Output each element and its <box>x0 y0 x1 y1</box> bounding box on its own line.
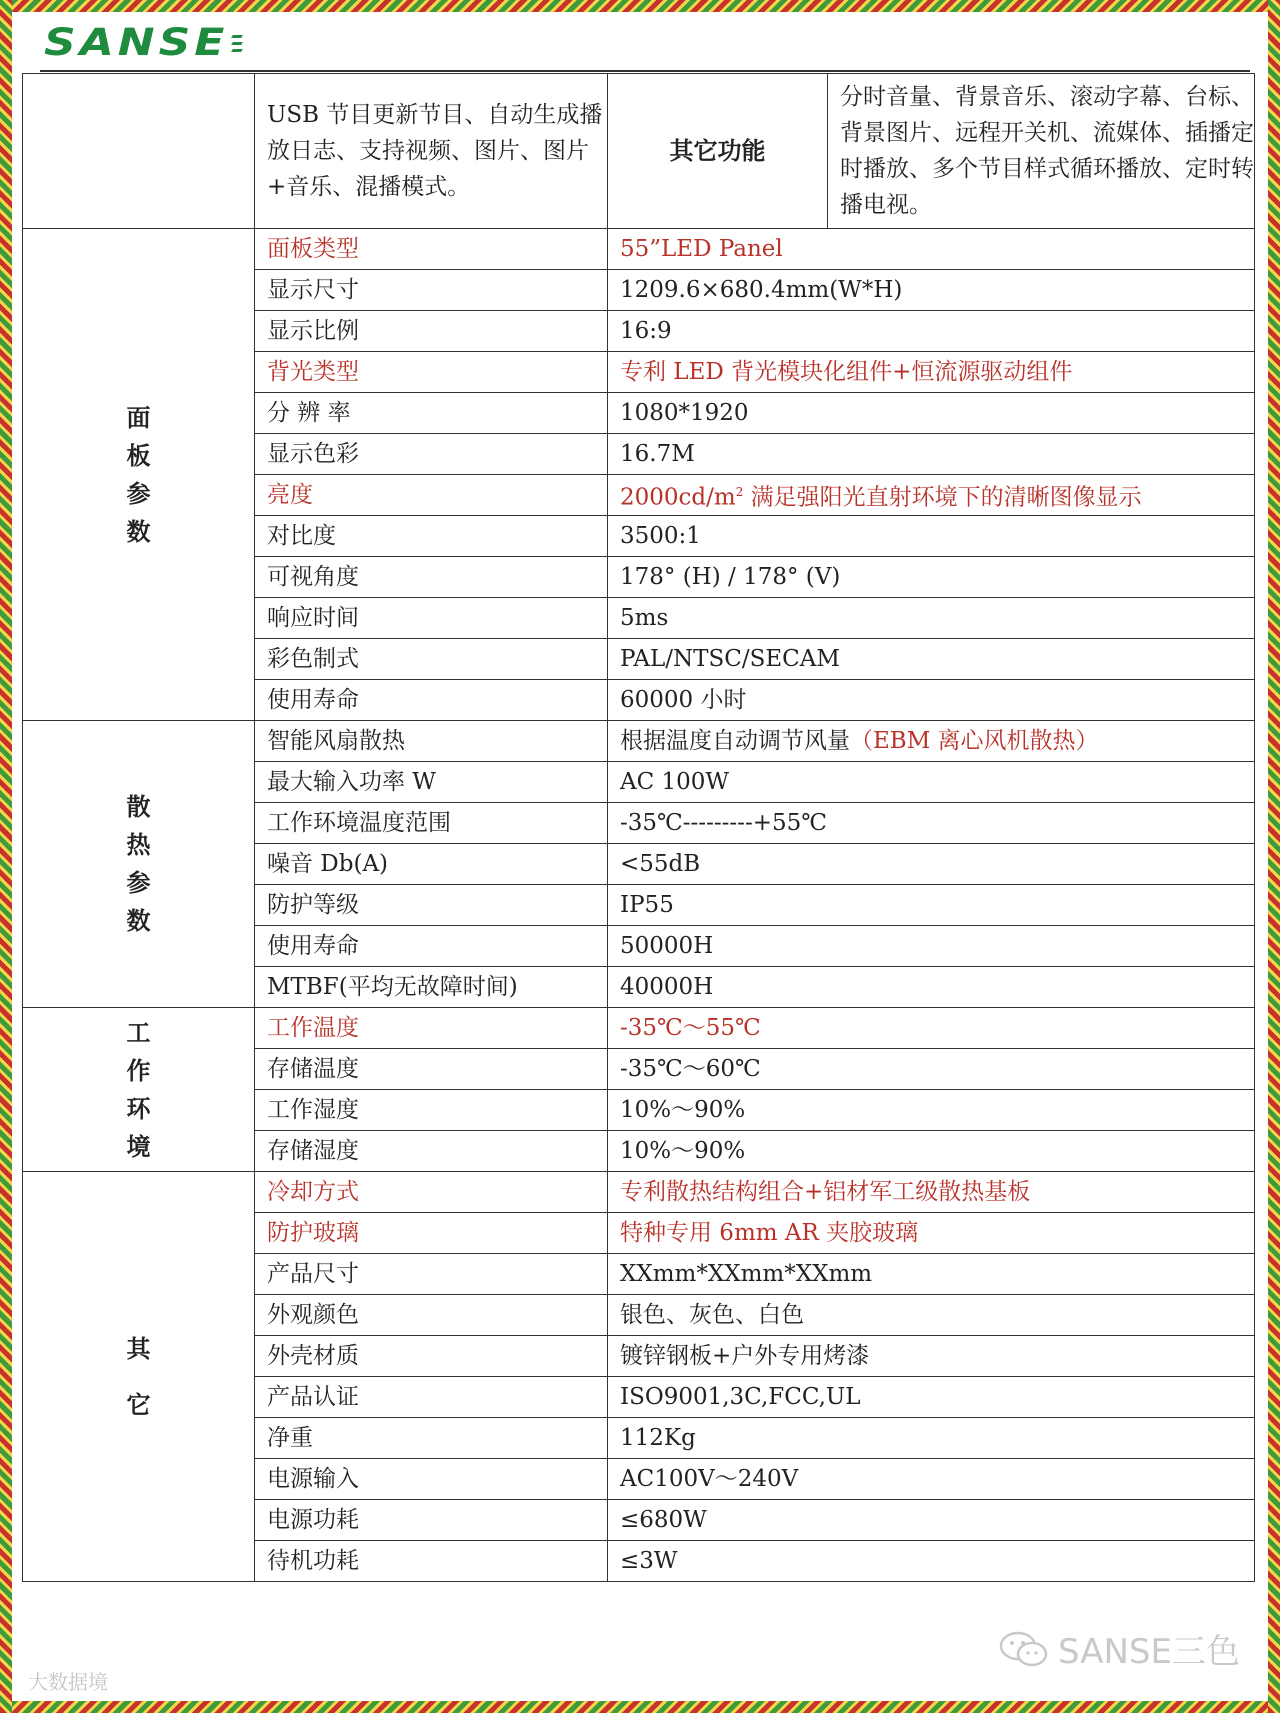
spec-value: -35℃～60℃ <box>608 1049 1255 1090</box>
spec-value: 60000 小时 <box>608 680 1255 721</box>
spec-label: 对比度 <box>255 516 608 557</box>
spec-label: 显示比例 <box>255 311 608 352</box>
spec-label: 智能风扇散热 <box>255 721 608 762</box>
spec-value: <55dB <box>608 844 1255 885</box>
spec-value: 16.7M <box>608 434 1255 475</box>
category-other-label: 其它 <box>126 1334 151 1419</box>
spec-label: 最大输入功率 W <box>255 762 608 803</box>
spec-value <box>608 721 1255 762</box>
spec-label: MTBF(平均无故障时间) <box>255 967 608 1008</box>
spec-label: 工作环境温度范围 <box>255 803 608 844</box>
spec-value: XXmm*XXmm*XXmm <box>608 1254 1255 1295</box>
spec-value: -35℃～55℃ <box>608 1008 1255 1049</box>
spec-label: 工作湿度 <box>255 1090 608 1131</box>
spec-label: 显示尺寸 <box>255 270 608 311</box>
spec-value: 1080*1920 <box>608 393 1255 434</box>
spec-value: 10%～90% <box>608 1090 1255 1131</box>
fan-value: 根据温度自动调节风量 <box>620 728 850 754</box>
spec-value: AC100V～240V <box>608 1459 1255 1500</box>
spec-label: 分 辨 率 <box>255 393 608 434</box>
spec-value: 178° (H) / 178° (V) <box>608 557 1255 598</box>
spec-label: 面板类型 <box>255 229 608 270</box>
logo-text: SANSE <box>44 20 229 65</box>
category-panel-label: 面板参数 <box>126 403 151 546</box>
spec-value: 112Kg <box>608 1418 1255 1459</box>
spec-label: 存储温度 <box>255 1049 608 1090</box>
spec-label: 防护玻璃 <box>255 1213 608 1254</box>
spec-value: -35℃---------+55℃ <box>608 803 1255 844</box>
spec-label: 彩色制式 <box>255 639 608 680</box>
table-row <box>23 721 1255 762</box>
spec-table <box>22 73 1255 1582</box>
watermark-right-text: SANSE三色 <box>1058 1632 1240 1672</box>
other-functions-text: 分时音量、背景音乐、滚动字幕、台标、背景图片、远程开关机、流媒体、插播定时播放、多个节目样式循环播放、定时转播电视。 <box>828 74 1255 229</box>
spec-value <box>608 475 1255 516</box>
spec-label: 背光类型 <box>255 352 608 393</box>
spec-value: AC 100W <box>608 762 1255 803</box>
brightness-value: 2000cd/m <box>620 484 736 511</box>
spec-value: ISO9001,3C,FCC,UL <box>608 1377 1255 1418</box>
spec-label: 显示色彩 <box>255 434 608 475</box>
spec-label: 净重 <box>255 1418 608 1459</box>
frame-stripe-bottom <box>0 1701 1280 1713</box>
spec-value: 银色、灰色、白色 <box>608 1295 1255 1336</box>
spec-value: 专利 LED 背光模块化组件+恒流源驱动组件 <box>608 352 1255 393</box>
spec-label: 亮度 <box>255 475 608 516</box>
empty-category-cell <box>23 74 255 229</box>
category-cooling <box>23 721 255 1008</box>
header-rule <box>40 70 1250 72</box>
spec-label: 待机功耗 <box>255 1541 608 1582</box>
spec-label: 工作温度 <box>255 1008 608 1049</box>
spec-label: 存储湿度 <box>255 1131 608 1172</box>
table-row <box>23 1008 1255 1049</box>
feature-left-text: USB 节目更新节目、自动生成播放日志、支持视频、图片、图片+音乐、混播模式。 <box>255 74 608 229</box>
spec-label: 可视角度 <box>255 557 608 598</box>
spec-value: PAL/NTSC/SECAM <box>608 639 1255 680</box>
spec-value: 镀锌钢板+户外专用烤漆 <box>608 1336 1255 1377</box>
spec-value: 专利散热结构组合+铝材军工级散热基板 <box>608 1172 1255 1213</box>
spec-label: 电源功耗 <box>255 1500 608 1541</box>
spec-label: 使用寿命 <box>255 926 608 967</box>
spec-value: 40000H <box>608 967 1255 1008</box>
spec-label: 电源输入 <box>255 1459 608 1500</box>
spec-value: 55”LED Panel <box>608 229 1255 270</box>
brand-logo <box>44 18 242 68</box>
brightness-unit-sup: 2 <box>735 485 744 500</box>
spec-value: 特种专用 6mm AR 夹胶玻璃 <box>608 1213 1255 1254</box>
category-panel <box>23 229 255 721</box>
spec-value: 3500:1 <box>608 516 1255 557</box>
table-row <box>23 229 1255 270</box>
other-functions-label: 其它功能 <box>608 74 828 229</box>
spec-value: 1209.6×680.4mm(W*H) <box>608 270 1255 311</box>
category-other <box>23 1172 255 1582</box>
category-environment-label: 工作环境 <box>126 1018 151 1161</box>
brightness-note: 满足强阳光直射环境下的清晰图像显示 <box>743 484 1142 511</box>
fan-value-note: （EBM 离心风机散热） <box>850 728 1099 754</box>
spec-value: 5ms <box>608 598 1255 639</box>
spec-label: 响应时间 <box>255 598 608 639</box>
spec-label: 噪音 Db(A) <box>255 844 608 885</box>
spec-label: 外观颜色 <box>255 1295 608 1336</box>
category-cooling-label: 散热参数 <box>126 793 151 935</box>
spec-label: 冷却方式 <box>255 1172 608 1213</box>
spec-label: 产品认证 <box>255 1377 608 1418</box>
spec-value: 50000H <box>608 926 1255 967</box>
frame-stripe-right <box>1268 0 1280 1713</box>
logo-mark-icon <box>232 35 242 52</box>
spec-label: 产品尺寸 <box>255 1254 608 1295</box>
watermark-left: 大数据境 <box>28 1670 108 1694</box>
spec-value: 16:9 <box>608 311 1255 352</box>
table-row <box>23 1172 1255 1213</box>
frame-stripe-left <box>0 0 12 1713</box>
frame-stripe-top <box>0 0 1280 12</box>
spec-value: IP55 <box>608 885 1255 926</box>
category-environment <box>23 1008 255 1172</box>
watermark-right <box>998 1624 1240 1673</box>
wechat-icon <box>998 1629 1050 1669</box>
spec-value: 10%～90% <box>608 1131 1255 1172</box>
spec-label: 防护等级 <box>255 885 608 926</box>
spec-value: ≤3W <box>608 1541 1255 1582</box>
spec-value: ≤680W <box>608 1500 1255 1541</box>
spec-label: 使用寿命 <box>255 680 608 721</box>
spec-label: 外壳材质 <box>255 1336 608 1377</box>
table-row-features <box>23 74 1255 229</box>
